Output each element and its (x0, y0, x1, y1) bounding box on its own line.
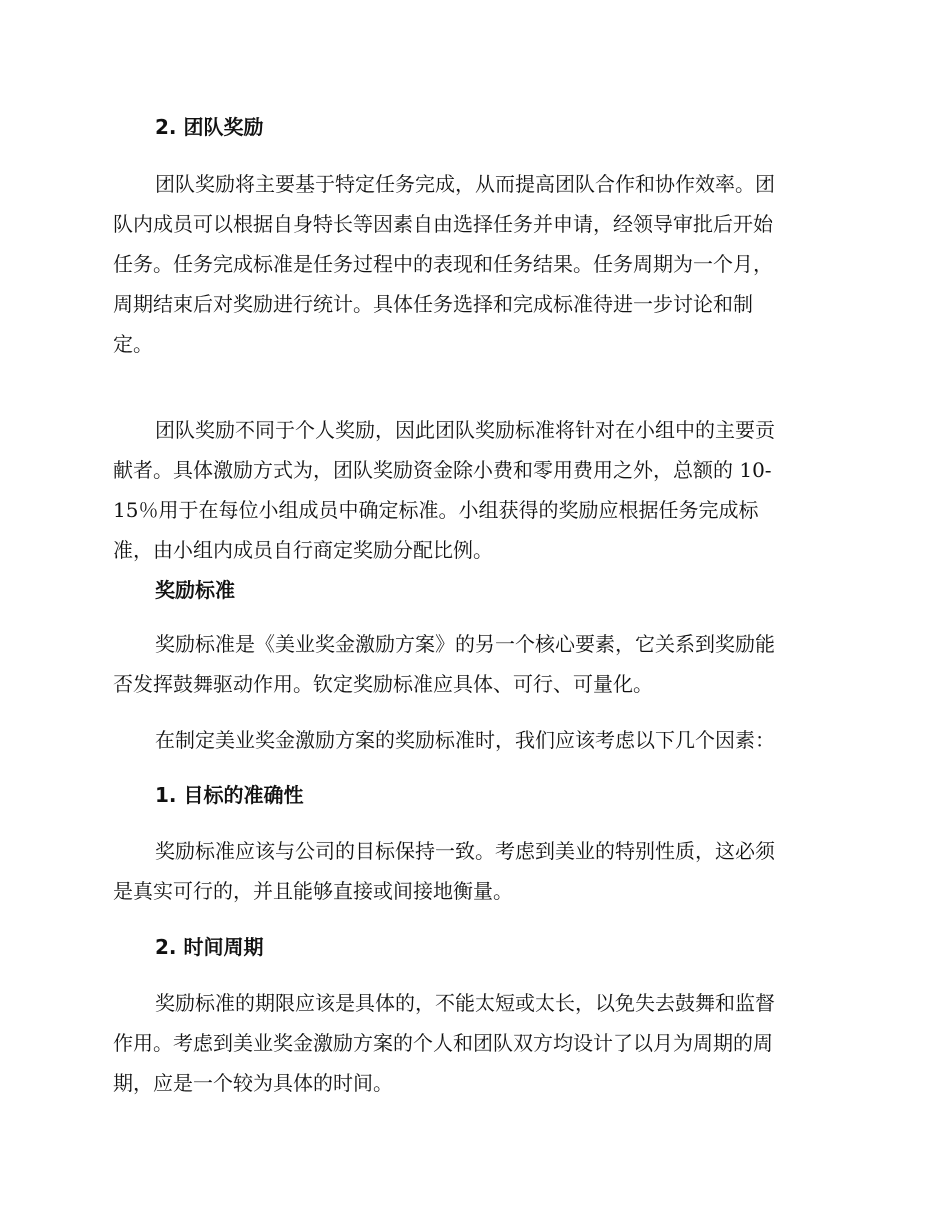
paragraph-line: 否发挥鼓舞驱动作用。钦定奖励标准应具体、可行、可量化。 (113, 672, 653, 696)
paragraph-line: 准，由小组内成员自行商定奖励分配比例。 (113, 538, 493, 562)
paragraph-line: 15％用于在每位小组成员中确定标准。小组获得的奖励应根据任务完成标 (113, 498, 759, 522)
paragraph-line: 奖励标准的期限应该是具体的，不能太短或太长，以免失去鼓舞和监督 (155, 991, 775, 1015)
paragraph-line: 任务。任务完成标准是任务过程中的表现和任务结果。任务周期为一个月， (113, 252, 773, 276)
section-heading-reward-standard: 奖励标准 (155, 578, 235, 602)
paragraph-line: 在制定美业奖金激励方案的奖励标准时，我们应该考虑以下几个因素： (155, 728, 775, 752)
paragraph-line: 期，应是一个较为具体的时间。 (113, 1071, 393, 1095)
section-heading-team-reward: 2. 团队奖励 (155, 115, 264, 139)
section-heading-goal-accuracy: 1. 目标的准确性 (155, 783, 304, 807)
section-heading-time-period: 2. 时间周期 (155, 935, 264, 959)
paragraph-line: 周期结束后对奖励进行统计。具体任务选择和完成标准待进一步讨论和制 (113, 292, 753, 316)
paragraph-line: 奖励标准是《美业奖金激励方案》的另一个核心要素，它关系到奖励能 (155, 632, 775, 656)
paragraph-line: 队内成员可以根据自身特长等因素自由选择任务并申请，经领导审批后开始 (113, 212, 773, 236)
paragraph-line: 定。 (113, 332, 153, 356)
paragraph-line: 奖励标准应该与公司的目标保持一致。考虑到美业的特别性质，这必须 (155, 839, 775, 863)
paragraph-line: 献者。具体激励方式为，团队奖励资金除小费和零用费用之外，总额的 10- (113, 458, 772, 482)
paragraph-line: 是真实可行的，并且能够直接或间接地衡量。 (113, 879, 513, 903)
paragraph-line: 团队奖励将主要基于特定任务完成，从而提高团队合作和协作效率。团 (155, 172, 775, 196)
paragraph-line: 作用。考虑到美业奖金激励方案的个人和团队双方均设计了以月为周期的周 (113, 1031, 773, 1055)
paragraph-line: 团队奖励不同于个人奖励，因此团队奖励标准将针对在小组中的主要贡 (155, 418, 775, 442)
